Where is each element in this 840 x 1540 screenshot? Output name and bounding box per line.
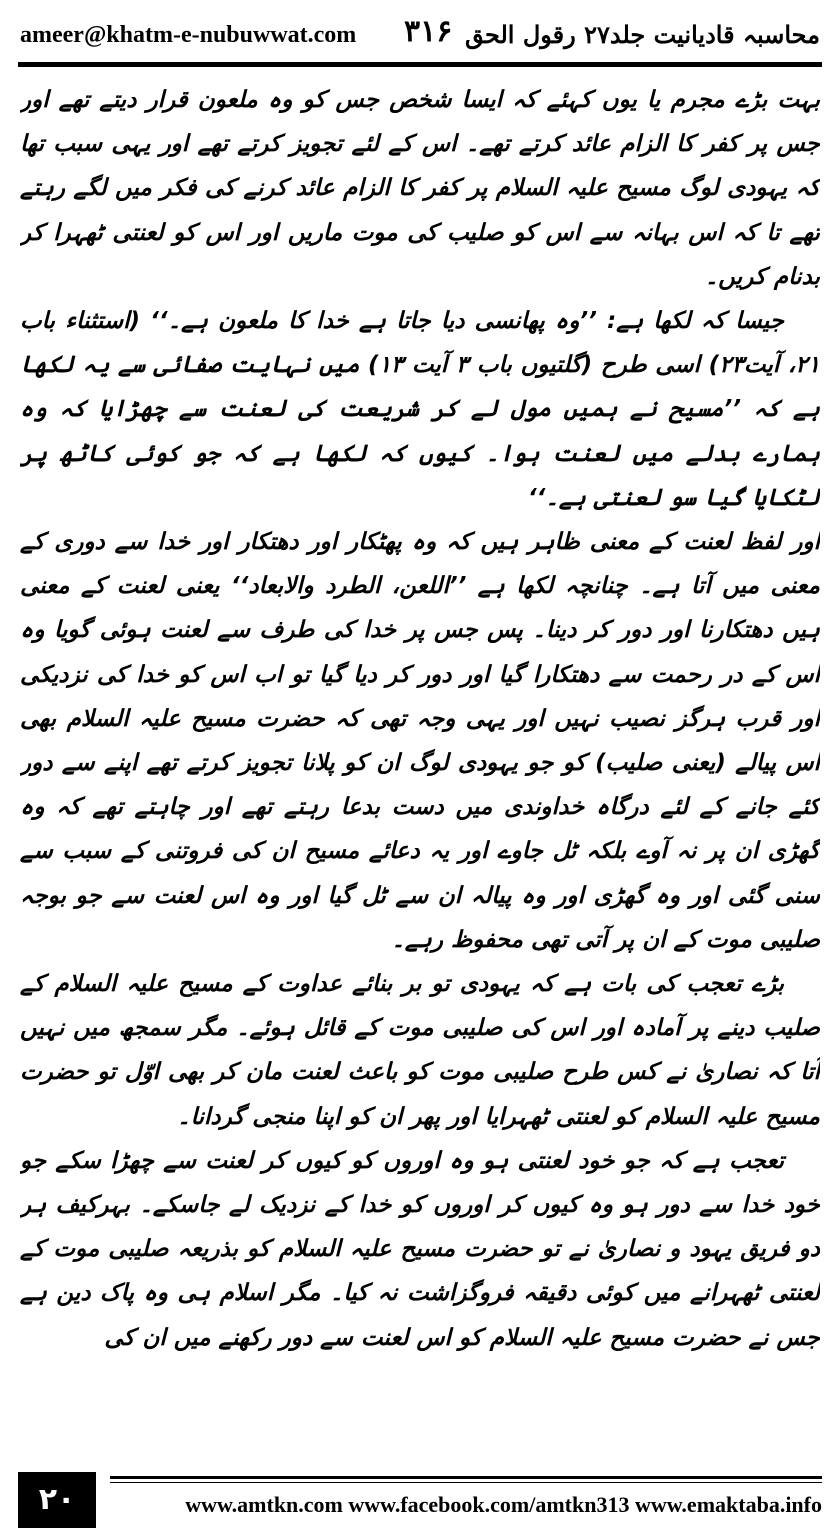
- footer-divider-thin: [110, 1482, 822, 1483]
- header-divider: [18, 62, 822, 67]
- header-email: ameer@khatm-e-nubuwwat.com: [20, 22, 357, 48]
- page-body: [20, 78, 820, 1456]
- paragraph-1: بہت بڑے مجرم یا یوں کہئے کہ ایسا شخص جس کو وہ ملعون قرار دیتے تھے اور جس پر کفر کا الزام عائد کرتے تھے۔ اس کے لئے تجویز کرتے تھے اور یہی سبب تھا کہ یہودی لوگ مسیح علیہ السلام پر کفر کا الزام عائد کرنے کی فکر میں لگے رہتے تھے تا کہ اس بہانہ سے اس کو صلیب کی موت ماریں اور اس کو لعنتی ٹھہرا کر بدنام کریں۔: [20, 87, 820, 290]
- paragraph-4: بڑے تعجب کی بات ہے کہ یہودی تو بر بنائے عداوت کے مسیح علیہ السلام کے صلیب دینے پر آمادہ اور اس کی صلیبی موت کے قائل ہوئے۔ مگر سمجھ میں نہیں آتا کہ نصاریٰ نے کس طرح صلیبی موت کو باعث لعنت مان کر بھی اوّل تو حضرت مسیح علیہ السلام کو لعنتی ٹھہرایا اور پھر ان کو اپنا منجی گردانا۔: [20, 971, 820, 1130]
- footer-links: www.amtkn.com www.facebook.com/amtkn313 www.emaktaba.info: [185, 1492, 822, 1517]
- header-page-number: ۳۱۶: [404, 14, 453, 49]
- page-header: [18, 14, 822, 58]
- paragraph-2: جیسا کہ لکھا ہے: ’’وہ پھانسی دیا جاتا ہے خدا کا ملعون ہے۔‘‘ (استثناء باب ۲۱، آیت۲۳) اسی طرح (گلتیوں باب ۳ آیت ۱۳) میں نہایت صفائی سے یہ لکھا ہے کہ ’’مسیح نے ہمیں مول لے کر شریعت کی لعنت سے چھڑایا کہ وہ ہمارے بدلے میں لعنت ہوا۔ کیوں کہ لکھا ہے کہ جو کوئی کاٹھ پر لٹکایا گیا سو لعنتی ہے۔‘‘: [20, 308, 820, 511]
- paragraph-3: اور لفظ لعنت کے معنی ظاہر ہیں کہ وہ پھٹکار اور دھتکار اور خدا سے دوری کے معنی میں آتا ہے۔ چنانچہ لکھا ہے ’’اللعن، الطرد والابعاد‘‘ یعنی لعنت کے معنی ہیں دھتکارنا اور دور کر دینا۔ پس جس پر خدا کی طرف سے لعنت ہوئی گویا وہ اس کے در رحمت سے دھتکارا گیا اور دور کر دیا گیا تو اب اس کو خدا کی نزدیکی اور قرب ہرگز نصیب نہیں اور یہی وجہ تھی کہ حضرت مسیح علیہ السلام بھی اس پیالے (یعنی صلیب) کو جو یہودی لوگ ان کو پلانا تجویز کرتے تھے اپنے سے دور کئے جانے کے لئے درگاہ خداوندی میں دست بدعا رہتے تھے اور چاہتے تھے کہ وہ گھڑی ان پر نہ آوے بلکہ ٹل جاوے اور یہ دعائے مسیح ان کی فروتنی کے سبب سے سنی گئی اور وہ گھڑی اور وہ پیالہ ان سے ٹل گیا اور وہ اس لعنت سے جو بوجہ صلیبی موت کے ان پر آتی تھی محفوظ رہے۔: [20, 529, 820, 953]
- footer-divider: [110, 1476, 822, 1479]
- header-book-title: محاسبہ قادیانیت جلد۲۷ رقول الحق: [464, 20, 820, 49]
- footer-page-number: ۲۰: [18, 1472, 96, 1528]
- paragraph-5: تعجب ہے کہ جو خود لعنتی ہو وہ اوروں کو کیوں کر لعنت سے چھڑا سکے جو خود خدا سے دور ہو وہ کیوں کر اوروں کو خدا کے نزدیک لے جاسکے۔ بہرکیف ہر دو فریق یہود و نصاریٰ نے تو حضرت مسیح علیہ السلام کو بذریعہ صلیبی موت کے لعنتی ٹھہرانے میں کوئی دقیقہ فروگزاشت نہ کیا۔ مگر اسلام ہی وہ پاک دین ہے جس نے حضرت مسیح علیہ السلام کو اس لعنت سے دور رکھنے میں ان کی: [20, 1147, 820, 1351]
- page-footer: [18, 1468, 822, 1528]
